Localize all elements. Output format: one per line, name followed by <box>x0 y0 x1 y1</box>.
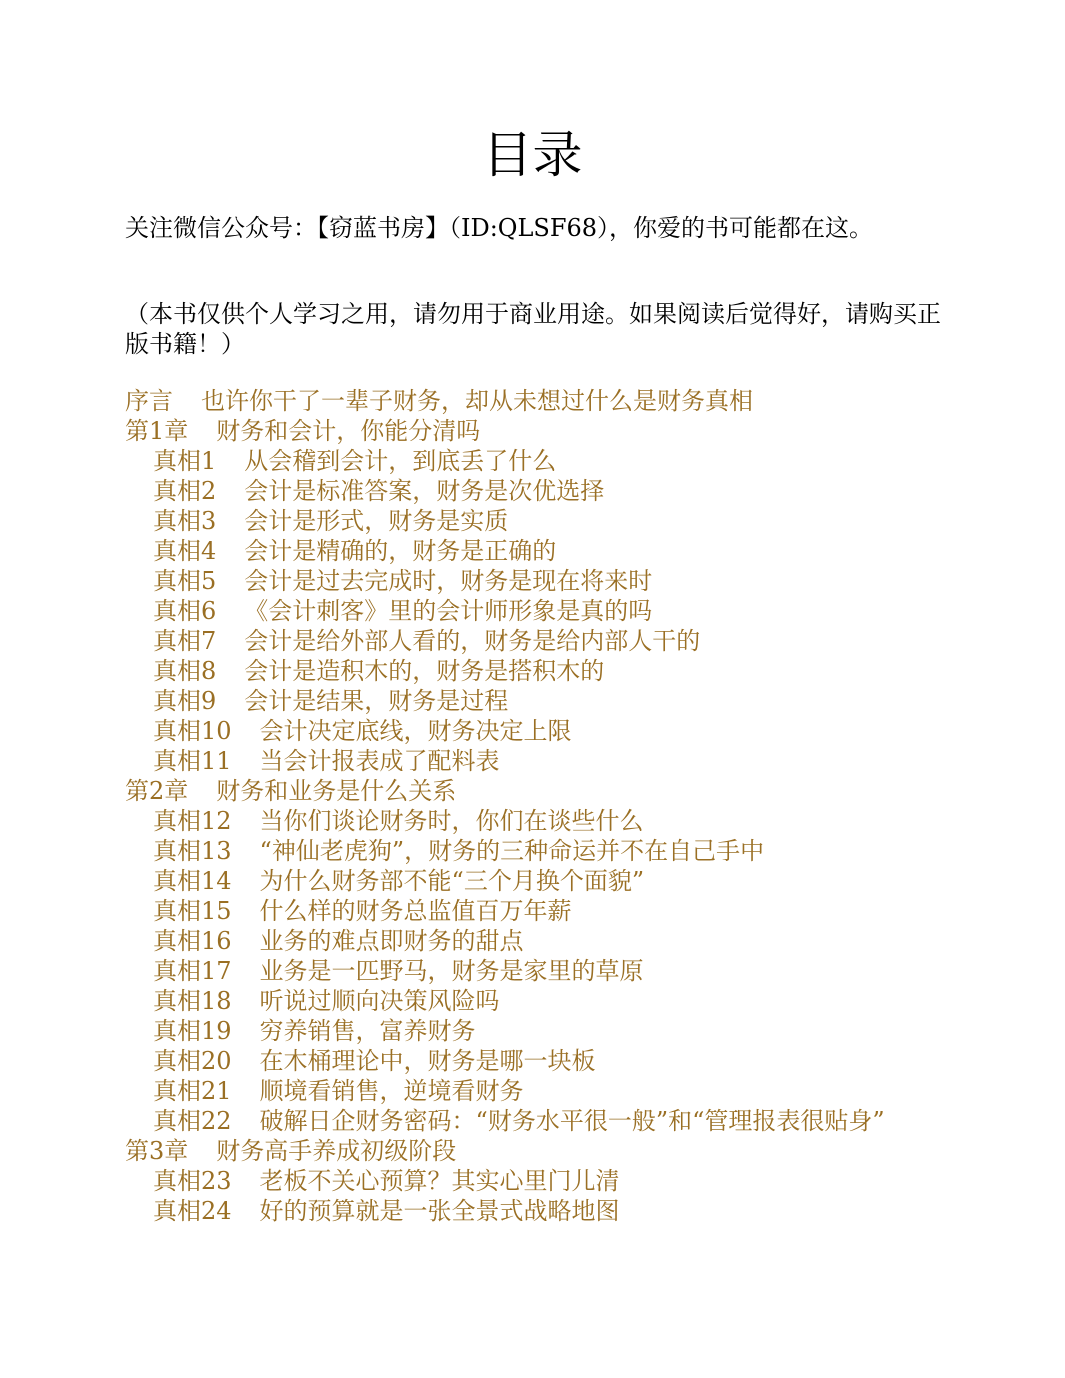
toc-entry-title: 财务高手养成初级阶段 <box>216 1137 457 1165</box>
toc-entry-title: 为什么财务部不能“三个月换个面貌” <box>259 867 645 895</box>
table-of-contents <box>125 386 955 1226</box>
toc-entry-label: 真相14 <box>153 867 232 895</box>
toc-section-link[interactable] <box>125 1196 955 1226</box>
toc-section-link[interactable] <box>125 1016 955 1046</box>
toc-entry-title: 业务的难点即财务的甜点 <box>259 927 524 955</box>
toc-entry-title: 也许你干了一辈子财务，却从未想过什么是财务真相 <box>201 387 753 415</box>
toc-section-link[interactable] <box>125 626 955 656</box>
toc-section-link[interactable] <box>125 1106 955 1136</box>
toc-entry-label: 真相6 <box>153 597 217 625</box>
toc-entry-label: 真相19 <box>153 1017 232 1045</box>
toc-entry-title: 在木桶理论中，财务是哪一块板 <box>259 1047 596 1075</box>
toc-entry-label: 第2章 <box>125 777 189 805</box>
toc-section-link[interactable] <box>125 896 955 926</box>
toc-entry-title: 什么样的财务总监值百万年薪 <box>259 897 572 925</box>
toc-chapter-link[interactable] <box>125 1136 955 1166</box>
toc-section-link[interactable] <box>125 866 955 896</box>
toc-section-link[interactable] <box>125 566 955 596</box>
toc-entry-title: 会计是形式，财务是实质 <box>244 507 509 535</box>
toc-section-link[interactable] <box>125 476 955 506</box>
toc-entry-label: 序言 <box>125 387 173 415</box>
toc-section-link[interactable] <box>125 506 955 536</box>
toc-entry-title: 当会计报表成了配料表 <box>259 747 500 775</box>
toc-section-link[interactable] <box>125 656 955 686</box>
toc-entry-title: 从会稽到会计，到底丢了什么 <box>244 447 557 475</box>
toc-chapter-link[interactable] <box>125 416 955 446</box>
toc-section-link[interactable] <box>125 956 955 986</box>
toc-entry-label: 真相22 <box>153 1107 232 1135</box>
toc-entry-label: 真相2 <box>153 477 217 505</box>
toc-section-link[interactable] <box>125 1076 955 1106</box>
toc-entry-label: 真相13 <box>153 837 232 865</box>
toc-entry-label: 真相17 <box>153 957 232 985</box>
toc-entry-label: 真相16 <box>153 927 232 955</box>
toc-entry-label: 真相18 <box>153 987 232 1015</box>
toc-entry-title: 老板不关心预算？其实心里门儿清 <box>259 1167 620 1195</box>
toc-entry-title: 业务是一匹野马，财务是家里的草原 <box>259 957 644 985</box>
toc-chapter-link[interactable] <box>125 776 955 806</box>
toc-entry-title: 会计是造积木的，财务是搭积木的 <box>244 657 605 685</box>
toc-entry-label: 真相1 <box>153 447 217 475</box>
toc-entry-title: 《会计刺客》里的会计师形象是真的吗 <box>244 597 653 625</box>
toc-entry-label: 真相7 <box>153 627 217 655</box>
copyright-notice: （本书仅供个人学习之用，请勿用于商业用途。如果阅读后觉得好，请购买正版书籍！） <box>125 300 941 358</box>
toc-entry-title: “神仙老虎狗”，财务的三种命运并不在自己手中 <box>259 837 765 865</box>
toc-entry-label: 第3章 <box>125 1137 189 1165</box>
toc-section-link[interactable] <box>125 746 955 776</box>
toc-entry-label: 真相3 <box>153 507 217 535</box>
toc-entry-label: 真相23 <box>153 1167 232 1195</box>
toc-entry-label: 真相21 <box>153 1077 232 1105</box>
toc-section-link[interactable] <box>125 806 955 836</box>
toc-entry-title: 会计是标准答案，财务是次优选择 <box>244 477 605 505</box>
toc-section-link[interactable] <box>125 596 955 626</box>
toc-entry-label: 真相24 <box>153 1197 232 1225</box>
toc-entry-title: 会计是精确的，财务是正确的 <box>244 537 557 565</box>
toc-entry-title: 会计是结果，财务是过程 <box>244 687 509 715</box>
toc-entry-label: 真相8 <box>153 657 217 685</box>
toc-entry-title: 顺境看销售，逆境看财务 <box>259 1077 524 1105</box>
toc-section-link[interactable] <box>125 836 955 866</box>
toc-section-link[interactable] <box>125 1166 955 1196</box>
toc-section-link[interactable] <box>125 686 955 716</box>
toc-entry-label: 真相10 <box>153 717 232 745</box>
toc-entry-title: 听说过顺向决策风险吗 <box>259 987 500 1015</box>
wechat-notice: 关注微信公众号：【窃蓝书房】（ID:QLSF68），你爱的书可能都在这。 <box>125 214 874 242</box>
toc-entry-title: 好的预算就是一张全景式战略地图 <box>259 1197 620 1225</box>
toc-entry-title: 财务和业务是什么关系 <box>216 777 457 805</box>
toc-entry-title: 当你们谈论财务时，你们在谈些什么 <box>259 807 644 835</box>
toc-entry-label: 真相20 <box>153 1047 232 1075</box>
toc-section-link[interactable] <box>125 716 955 746</box>
toc-section-link[interactable] <box>125 986 955 1016</box>
toc-entry-title: 财务和会计，你能分清吗 <box>216 417 481 445</box>
toc-section-link[interactable] <box>125 536 955 566</box>
toc-entry-label: 真相4 <box>153 537 217 565</box>
toc-entry-title: 会计是过去完成时，财务是现在将来时 <box>244 567 653 595</box>
toc-entry-title: 穷养销售，富养财务 <box>259 1017 476 1045</box>
toc-chapter-link[interactable] <box>125 386 955 416</box>
toc-entry-title: 会计决定底线，财务决定上限 <box>259 717 572 745</box>
toc-section-link[interactable] <box>125 446 955 476</box>
toc-entry-title: 会计是给外部人看的，财务是给内部人干的 <box>244 627 701 655</box>
toc-section-link[interactable] <box>125 1046 955 1076</box>
toc-entry-label: 真相12 <box>153 807 232 835</box>
page-title: 目录 <box>482 126 583 184</box>
toc-entry-title: 破解日企财务密码：“财务水平很一般”和“管理报表很贴身” <box>259 1107 885 1135</box>
toc-entry-label: 真相9 <box>153 687 217 715</box>
toc-entry-label: 真相11 <box>153 747 232 775</box>
toc-section-link[interactable] <box>125 926 955 956</box>
toc-entry-label: 第1章 <box>125 417 189 445</box>
toc-entry-label: 真相5 <box>153 567 217 595</box>
toc-entry-label: 真相15 <box>153 897 232 925</box>
